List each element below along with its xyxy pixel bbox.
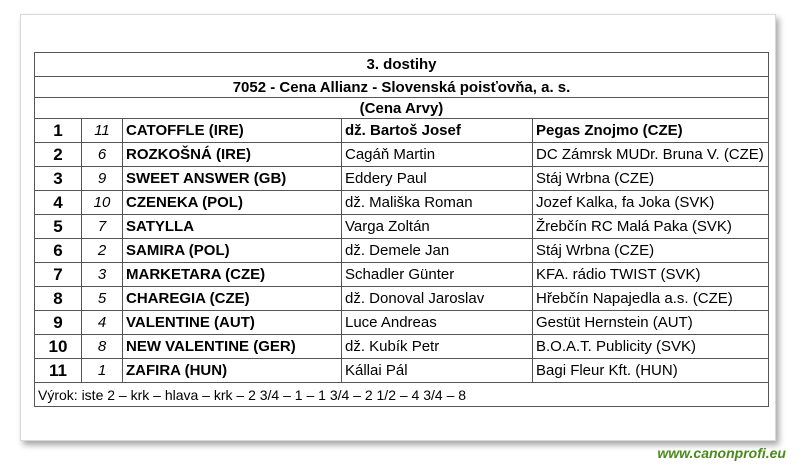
watermark: www.canonprofi.eu [657,445,786,461]
start-number: 9 [82,167,123,191]
result-verdict-row [35,383,769,407]
race-title: 3. dostihy [35,53,769,77]
jockey-name: Cagáň Martin [342,143,533,167]
start-number: 4 [82,311,123,335]
owner-name: Bagi Fleur Kft. (HUN) [533,359,769,383]
horse-name: SAMIRA (POL) [123,239,342,263]
owner-name: Žrebčín RC Malá Paka (SVK) [533,215,769,239]
start-number: 10 [82,191,123,215]
finish-position: 8 [35,287,82,311]
horse-name: SATYLLA [123,215,342,239]
jockey-name: dž. Bartoš Josef [342,119,533,143]
result-row [35,311,769,335]
jockey-name: dž. Kubík Petr [342,335,533,359]
result-row [35,239,769,263]
result-row [35,143,769,167]
finish-position: 10 [35,335,82,359]
horse-name: ZAFIRA (HUN) [123,359,342,383]
start-number: 11 [82,119,123,143]
finish-position: 3 [35,167,82,191]
finish-position: 5 [35,215,82,239]
owner-name: B.O.A.T. Publicity (SVK) [533,335,769,359]
jockey-name: dž. Donoval Jaroslav [342,287,533,311]
horse-name: ROZKOŠNÁ (IRE) [123,143,342,167]
owner-name: Gestüt Hernstein (AUT) [533,311,769,335]
jockey-name: dž. Demele Jan [342,239,533,263]
result-row [35,167,769,191]
horse-name: MARKETARA (CZE) [123,263,342,287]
horse-name: NEW VALENTINE (GER) [123,335,342,359]
result-row [35,215,769,239]
horse-name: CHAREGIA (CZE) [123,287,342,311]
finish-position: 1 [35,119,82,143]
race-subtitle: (Cena Arvy) [35,98,769,119]
jockey-name: Eddery Paul [342,167,533,191]
result-row [35,191,769,215]
finish-position: 6 [35,239,82,263]
start-number: 8 [82,335,123,359]
race-subtitle-row [35,98,769,119]
owner-name: Stáj Wrbna (CZE) [533,167,769,191]
horse-name: VALENTINE (AUT) [123,311,342,335]
owner-name: DC Zámrsk MUDr. Bruna V. (CZE) [533,143,769,167]
start-number: 7 [82,215,123,239]
finish-position: 2 [35,143,82,167]
race-title-row [35,53,769,77]
result-row [35,287,769,311]
finish-position: 4 [35,191,82,215]
finish-position: 7 [35,263,82,287]
owner-name: Jozef Kalka, fa Joka (SVK) [533,191,769,215]
result-row [35,359,769,383]
result-verdict: Výrok: iste 2 – krk – hlava – krk – 2 3/4 – 1 – 1 3/4 – 2 1/2 – 4 3/4 – 8 [35,383,769,407]
start-number: 5 [82,287,123,311]
jockey-name: Kállai Pál [342,359,533,383]
result-row [35,335,769,359]
jockey-name: Varga Zoltán [342,215,533,239]
horse-name: SWEET ANSWER (GB) [123,167,342,191]
race-results-table [34,52,769,407]
jockey-name: dž. Mališka Roman [342,191,533,215]
race-name: 7052 - Cena Allianz - Slovenská poisťovňa, a. s. [35,77,769,98]
owner-name: KFA. rádio TWIST (SVK) [533,263,769,287]
start-number: 2 [82,239,123,263]
horse-name: CZENEKA (POL) [123,191,342,215]
owner-name: Hřebčín Napajedla a.s. (CZE) [533,287,769,311]
owner-name: Stáj Wrbna (CZE) [533,239,769,263]
finish-position: 11 [35,359,82,383]
start-number: 6 [82,143,123,167]
finish-position: 9 [35,311,82,335]
start-number: 1 [82,359,123,383]
horse-name: CATOFFLE (IRE) [123,119,342,143]
result-row [35,263,769,287]
jockey-name: Schadler Günter [342,263,533,287]
result-row [35,119,769,143]
jockey-name: Luce Andreas [342,311,533,335]
start-number: 3 [82,263,123,287]
owner-name: Pegas Znojmo (CZE) [533,119,769,143]
race-name-row [35,77,769,98]
